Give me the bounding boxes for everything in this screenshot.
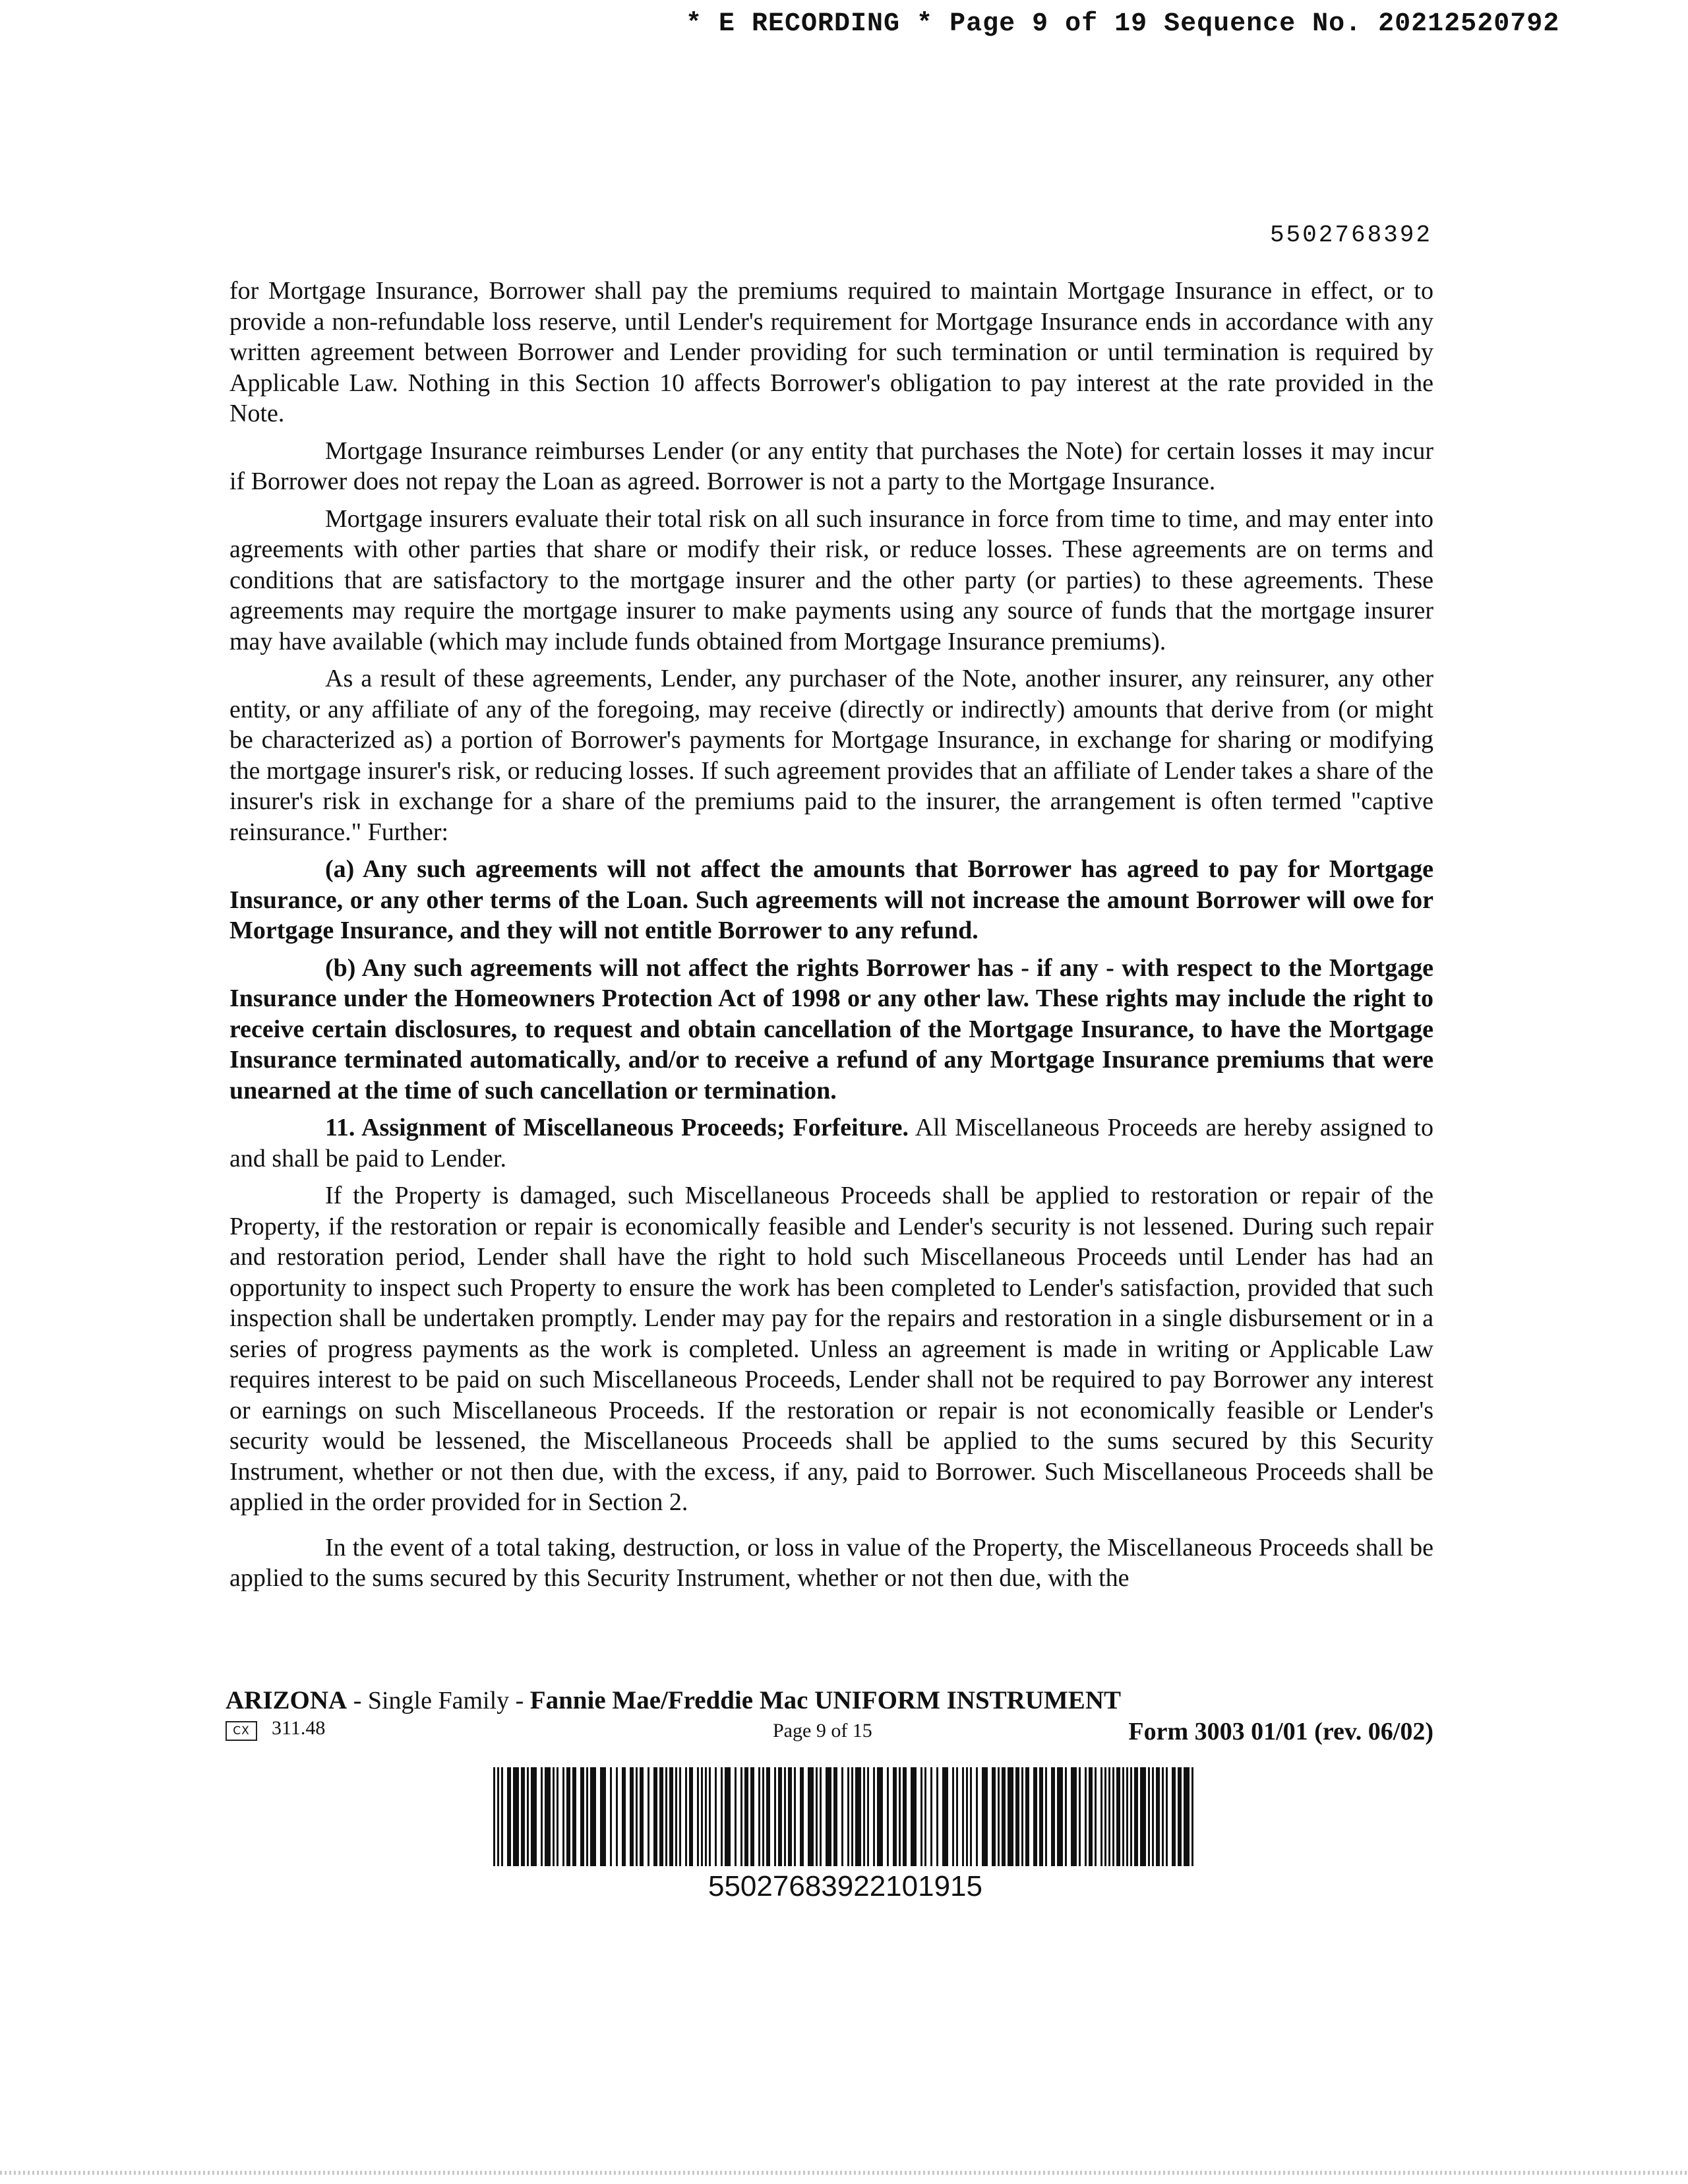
form-info-line xyxy=(226,1717,1433,1750)
paragraph xyxy=(229,953,1433,1107)
paragraph-text: All Miscellaneous Proceeds are hereby assigned to and shall be paid to Lender. xyxy=(229,1114,1433,1172)
paragraph-text: As a result of these agreements, Lender, any purchaser of the Note, another insurer, any reinsurer, any other entity, or any affiliate of any of the foregoing, may receive (directly or indirectly) amounts that derive from (or might be characterized as) a portion of Borrower's payments for Mortgage Insurance, in exchange for sharing or modifying the mortgage insurer's risk, or reducing losses. If such agreement provides that an affiliate of Lender takes a share of the insurer's risk in exchange for a share of the premiums paid to the insurer, the arrangement is often termed "captive reinsurance." Further: xyxy=(229,665,1433,846)
footer-state: ARIZONA xyxy=(226,1686,347,1714)
paragraph-text: If the Property is damaged, such Miscellaneous Proceeds shall be applied to restoration or repair of the Property, if the restoration or repair is economically feasible and Lender's security is not lessened. During such repair and restoration period, Lender shall have the right to hold such Miscellaneous Proceeds until Lender has had an opportunity to inspect such Property to ensure the work has been completed to Lender's satisfaction, provided that such inspection shall be undertaken promptly. Lender may pay for the repairs and restoration in a single disbursement or in a series of progress payments as the work is completed. Unless an agreement is made in writing or Applicable Law requires interest to be paid on such Miscellaneous Proceeds, Lender shall not be required to pay Borrower any interest or earnings on such Miscellaneous Proceeds. If the restoration or repair is not economically feasible or Lender's security would be lessened, the Miscellaneous Proceeds shall be applied to the sums secured by this Security Instrument, whether or not then due, with the excess, if any, paid to Borrower. Such Miscellaneous Proceeds shall be applied in the order provided for in Section 2. xyxy=(229,1182,1433,1516)
document-body xyxy=(229,276,1433,1600)
paragraph xyxy=(229,1112,1433,1174)
paragraph xyxy=(229,1180,1433,1518)
barcode xyxy=(493,1767,1197,1866)
form-number: Form 3003 01/01 (rev. 06/02) xyxy=(1128,1718,1433,1745)
section-heading: 11. Assignment of Miscellaneous Proceeds; Forfeiture. xyxy=(325,1114,909,1141)
paragraph xyxy=(229,854,1433,946)
footer-separator: - xyxy=(509,1687,530,1714)
footer-separator: - xyxy=(347,1687,368,1714)
paragraph-text: Mortgage insurers evaluate their total risk on all such insurance in force from time to time, and may enter into agreements with other parties that share or modify their risk, or reduce losses. These agreements are on terms and conditions that are satisfactory to the mortgage insurer and the other party (or parties) to these agreements. These agreements may require the mortgage insurer to make payments using any source of funds that the mortgage insurer may have available (which may include funds obtained from Mortgage Insurance premiums). xyxy=(229,504,1433,655)
barcode-digits: 55027683922101915 xyxy=(708,1870,982,1902)
recording-stamp: * E RECORDING * Page 9 of 19 Sequence No. 20212520792 xyxy=(686,9,1560,39)
paragraph-text: for Mortgage Insurance, Borrower shall pay the premiums required to maintain Mortgage Insurance in effect, or to provide a non-refundable loss reserve, until Lender's requirement for Mortgage Insurance ends in accordance with any written agreement between Borrower and Lender providing for such termination or until termination is required by Applicable Law. Nothing in this Section 10 affects Borrower's obligation to pay interest at the rate provided in the Note. xyxy=(229,277,1433,427)
loan-number: 5502768392 xyxy=(1269,222,1432,249)
paragraph-text: (a) Any such agreements will not affect the amounts that Borrower has agreed to pay for Mortgage Insurance, or any other terms of the Loan. Such agreements will not increase the amount Borrower will owe for Mortgage Insurance, and they will not entitle Borrower to any refund. xyxy=(229,855,1433,944)
footer-family: Single Family xyxy=(367,1687,510,1714)
paragraph-text: Mortgage Insurance reimburses Lender (or any entity that purchases the Note) for certain losses it may incur if Borrower does not repay the Loan as agreed. Borrower is not a party to the Mortgage Insurance. xyxy=(229,437,1433,495)
footer-instrument: Fannie Mae/Freddie Mac UNIFORM INSTRUMENT xyxy=(529,1686,1121,1714)
form-title-line xyxy=(226,1685,1121,1715)
paragraph xyxy=(229,436,1433,497)
paragraph xyxy=(229,663,1433,847)
paragraph xyxy=(229,276,1433,429)
page-number: Page 9 of 15 xyxy=(773,1720,872,1742)
paragraph-text: In the event of a total taking, destruction, or loss in value of the Property, the Miscellaneous Proceeds shall be applied to the sums secured by this Security Instrument, whether or not then due, with the xyxy=(229,1533,1433,1592)
paragraph xyxy=(229,1532,1433,1594)
scan-edge-artifact xyxy=(0,2171,1688,2175)
paragraph xyxy=(229,504,1433,657)
paragraph-text: (b) Any such agreements will not affect the rights Borrower has - if any - with respect to the Mortgage Insurance under the Homeowners Protection Act of 1998 or any other law. These rights may include the right to receive certain disclosures, to request and obtain cancellation of the Mortgage Insurance, to have the Mortgage Insurance terminated automatically, and/or to receive a refund of any Mortgage Insurance premiums that were unearned at the time of such cancellation or termination. xyxy=(229,954,1433,1105)
cx-logo-icon: CX xyxy=(226,1721,257,1741)
form-version: 311.48 xyxy=(272,1717,326,1739)
